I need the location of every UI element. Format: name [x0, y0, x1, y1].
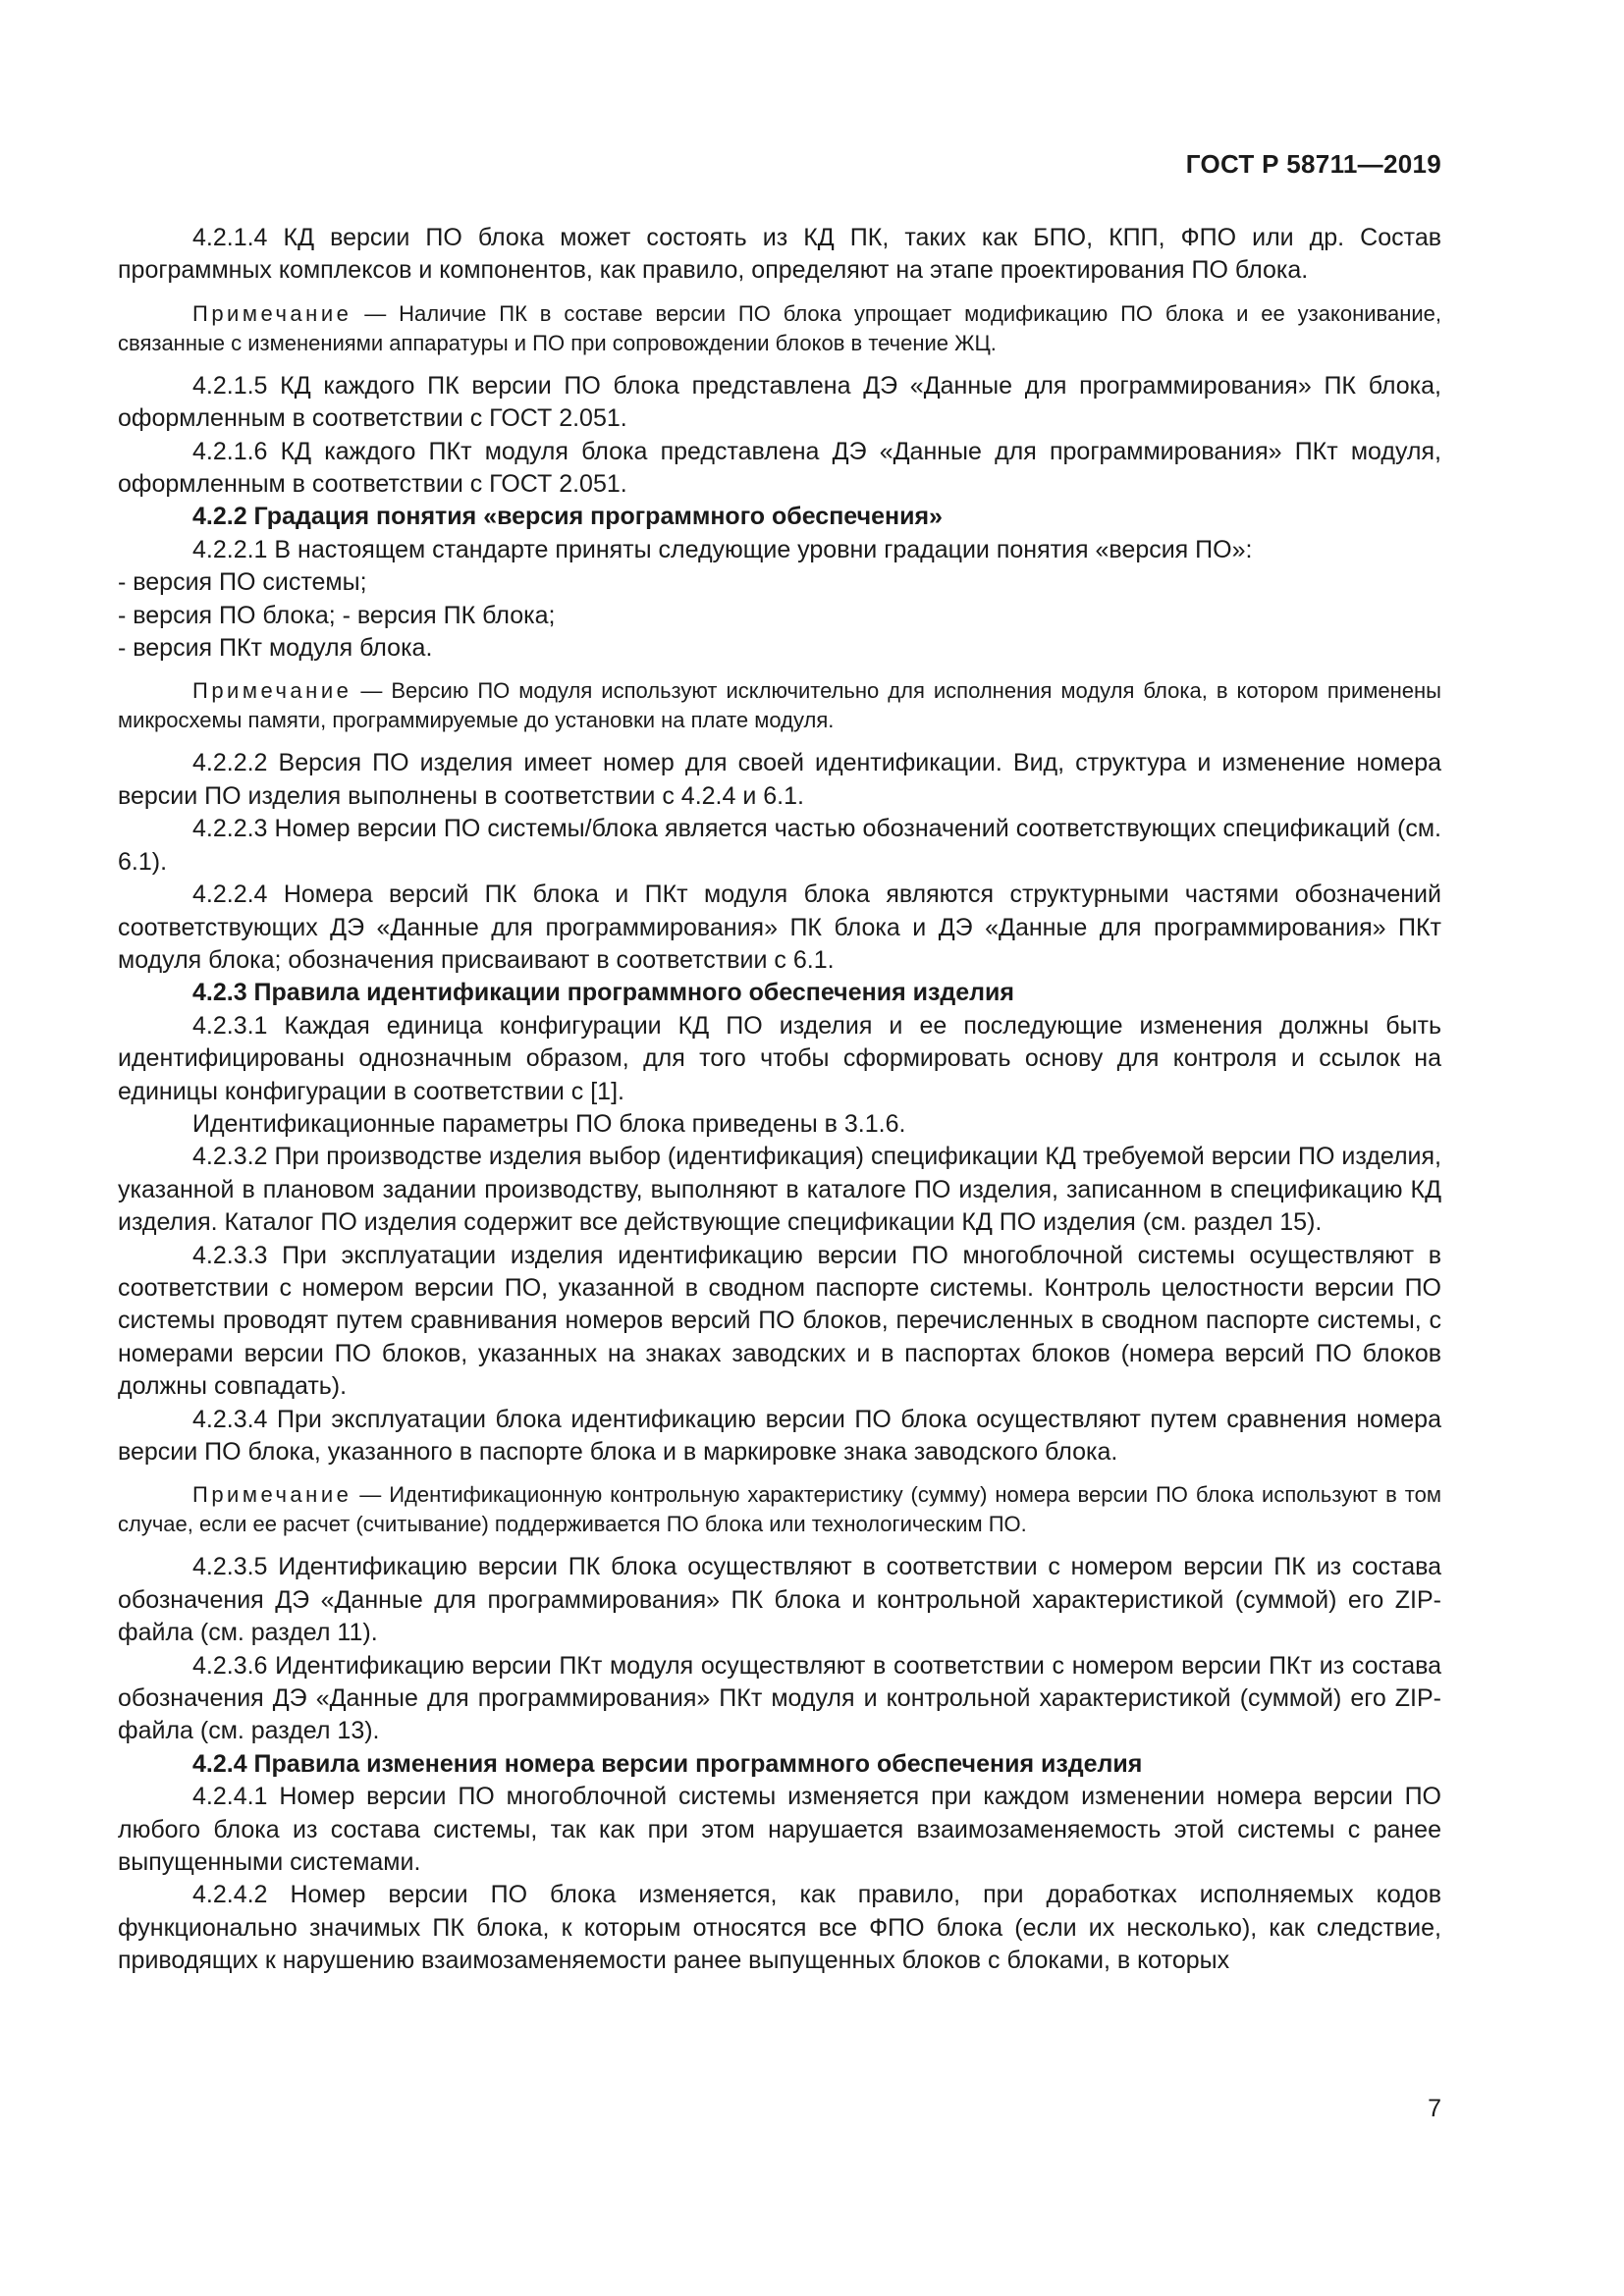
note [118, 299, 1441, 358]
paragraph-4-2-3-3: 4.2.3.3 При эксплуатации изделия идентификацию версии ПО многоблочной системы осуществляют в соответствии с номером версии ПО, указанной в сводном паспорте системы. Контроль целостности версии ПО системы проводят путем сравнивания номеров версий ПО блоков, перечисленных в сводном паспорте системы, с номерами версии ПО блоков, указанных на знаках заводских и в паспортах блоков (номера версий ПО блоков должны совпадать). [118, 1241, 1441, 1401]
page-body [118, 222, 1441, 1978]
section-heading-4-2-2: 4.2.2 Градация понятия «версия программного обеспечения» [192, 503, 943, 531]
paragraph-4-2-2-2: 4.2.2.2 Версия ПО изделия имеет номер для своей идентификации. Вид, структура и изменение номера версии ПО изделия выполнены в соответствии с 4.2.4 и 6.1. [118, 749, 1441, 810]
note-label: Примечание [192, 678, 352, 704]
paragraph-4-2-3-5: 4.2.3.5 Идентификацию версии ПК блока осуществляют в соответствии с номером версии ПК из состава обозначения ДЭ «Данные для программирования» ПК блока и контрольной характеристикой (суммой) его ZIP-файла (см. раздел 11). [118, 1553, 1441, 1647]
page-number: 7 [1428, 2095, 1441, 2122]
note [118, 676, 1441, 735]
paragraph-4-2-2-1: 4.2.2.1 В настоящем стандарте приняты следующие уровни градации понятия «версия ПО»: [192, 535, 1253, 563]
section-heading-4-2-4: 4.2.4 Правила изменения номера версии программного обеспечения изделия [192, 1749, 1143, 1778]
document-code: ГОСТ Р 58711—2019 [1185, 149, 1441, 179]
note-text: — Версию ПО модуля используют исключительно для исполнения модуля блока, в котором применены микросхемы памяти, программируемые до установки на плате модуля. [118, 678, 1441, 733]
paragraph-4-2-4-1: 4.2.4.1 Номер версии ПО многоблочной системы изменяется при каждом изменении номера версии ПО любого блока из состава системы, так как при этом нарушается взаимозаменяемость этой системы с ранее выпущенными системами. [118, 1783, 1441, 1877]
note-label: Примечание [192, 300, 352, 326]
note-label: Примечание [192, 1482, 352, 1508]
list-item: - версия ПО блока; - версия ПК блока; [118, 601, 556, 629]
note-text: — Идентификационную контрольную характеристику (сумму) номера версии ПО блока используют в том случае, если ее расчет (считывание) поддерживается ПО блока или технологическим ПО. [118, 1482, 1441, 1537]
list-item: - версия ПО системы; [118, 568, 367, 597]
note-text: — Наличие ПК в составе версии ПО блока упрощает модификацию ПО блока и ее узаконивание, связанные с изменениями аппаратуры и ПО при сопровождении блоков в течение ЖЦ. [118, 300, 1441, 355]
paragraph-4-2-1-5: 4.2.1.5 КД каждого ПК версии ПО блока представлена ДЭ «Данные для программирования» ПК блока, оформленным в соответствии с ГОСТ 2.051. [118, 371, 1441, 433]
paragraph-4-2-3-4: 4.2.3.4 При эксплуатации блока идентификацию версии ПО блока осуществляют путем сравнения номера версии ПО блока, указанного в паспорте блока и в маркировке знака заводского блока. [118, 1405, 1441, 1466]
paragraph-4-2-3-2: 4.2.3.2 При производстве изделия выбор (идентификация) спецификации КД требуемой версии ПО изделия, указанной в плановом задании производству, выполняют в каталоге ПО изделия, записанном в спецификацию КД изделия. Каталог ПО изделия содержит все действующие спецификации КД ПО изделия (см. раздел 15). [118, 1143, 1441, 1237]
paragraph-4-2-1-6: 4.2.1.6 КД каждого ПКт модуля блока представлена ДЭ «Данные для программирования» ПКт модуля, оформленным в соответствии с ГОСТ 2.051. [118, 437, 1441, 499]
paragraph-4-2-2-3: 4.2.2.3 Номер версии ПО системы/блока является частью обозначений соответствующих спецификаций (см. 6.1). [118, 815, 1441, 876]
paragraph-4-2-3-1: 4.2.3.1 Каждая единица конфигурации КД ПО изделия и ее последующие изменения должны быть идентифицированы однозначным образом, для того чтобы сформировать основу для контроля и ссылок на единицы конфигурации в соответствии с [1]. [118, 1011, 1441, 1105]
paragraph: Идентификационные параметры ПО блока приведены в 3.1.6. [192, 1109, 906, 1138]
list-item: - версия ПКт модуля блока. [118, 634, 433, 663]
paragraph-4-2-2-4: 4.2.2.4 Номера версий ПК блока и ПКт модуля блока являются структурными частями обозначений соответствующих ДЭ «Данные для программирования» ПК блока и ДЭ «Данные для программирования» ПКт модуля блока; обозначения присваивают в соответствии с 6.1. [118, 881, 1441, 974]
paragraph-4-2-4-2: 4.2.4.2 Номер версии ПО блока изменяется, как правило, при доработках исполняемых кодов функционально значимых ПК блока, к которым относятся все ФПО блока (если их несколько), как следствие, приводящих к нарушению взаимозаменяемости ранее выпущенных блоков с блоками, в которых [118, 1881, 1441, 1975]
note [118, 1480, 1441, 1539]
paragraph-4-2-1-4: 4.2.1.4 КД версии ПО блока может состоять из КД ПК, таких как БПО, КПП, ФПО или др. Состав программных комплексов и компонентов, как правило, определяют на этапе проектирования ПО блока. [118, 224, 1441, 285]
section-heading-4-2-3: 4.2.3 Правила идентификации программного обеспечения изделия [192, 979, 1015, 1007]
paragraph-4-2-3-6: 4.2.3.6 Идентификацию версии ПКт модуля осуществляют в соответствии с номером версии ПКт из состава обозначения ДЭ «Данные для программирования» ПКт модуля и контрольной характеристикой (суммой) его ZIP-файла (см. раздел 13). [118, 1651, 1441, 1745]
